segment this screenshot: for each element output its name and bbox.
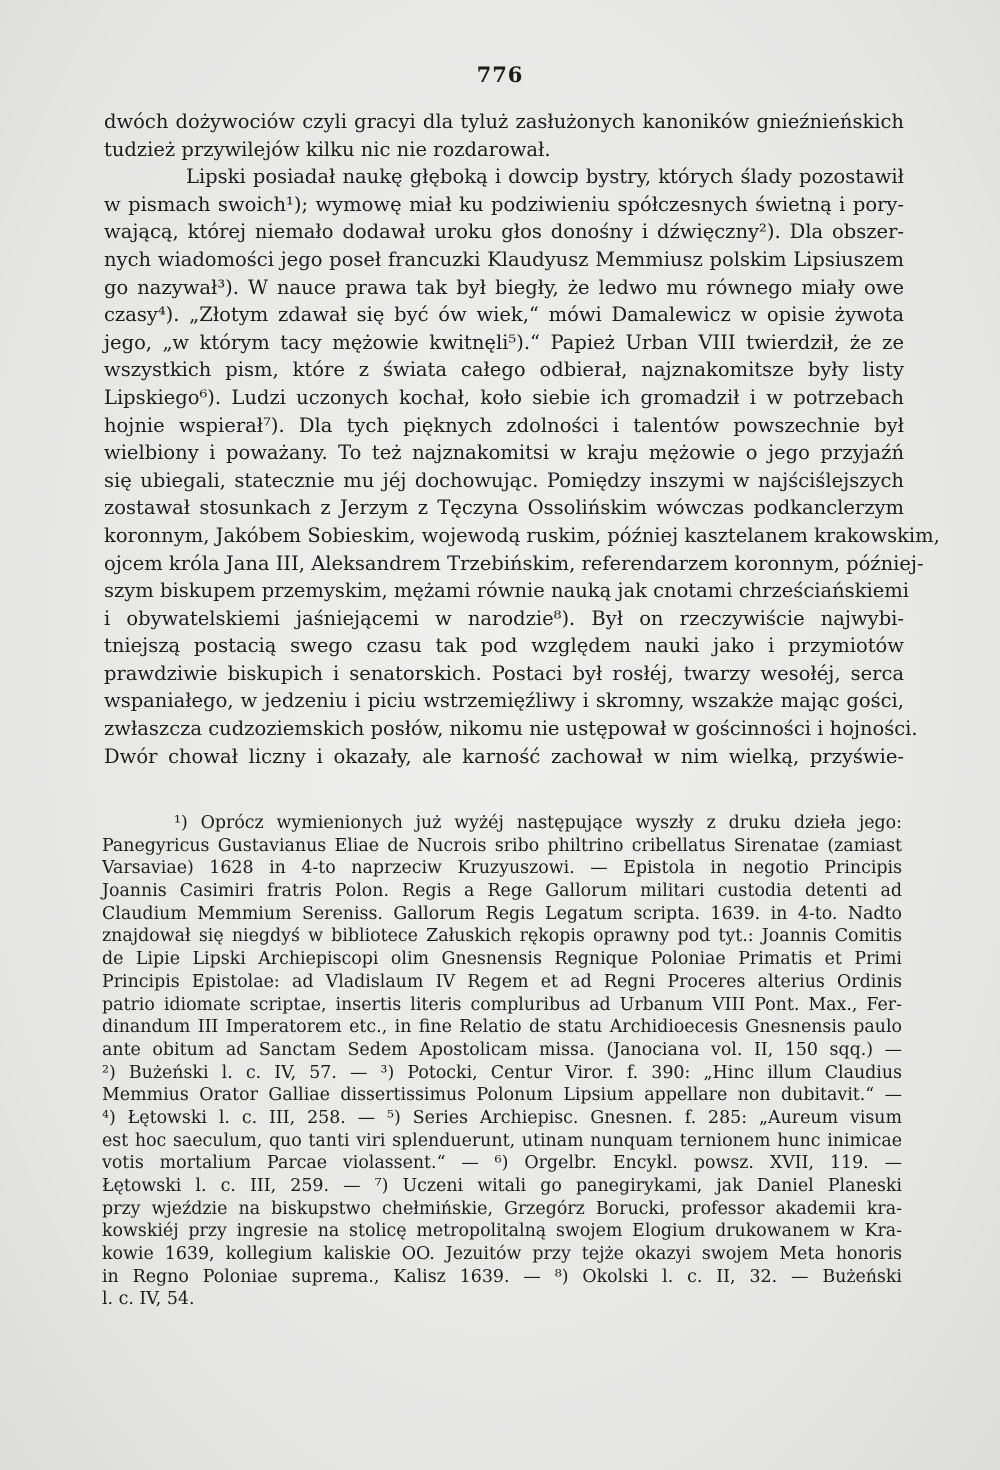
page-number: 776 <box>476 62 524 87</box>
body-line-8: czasy⁴). „Złotym zdawał się być ów wiek,“ mówi Damalewicz w opisie żywota <box>104 303 904 327</box>
footnote-line-18: przy wjeździe na biskupstwo chełmińskie, Grzegórz Borucki, professor akademii kra- <box>102 1198 902 1219</box>
body-line-22: wspaniałego, w jedzeniu i piciu wstrzemięźliwy i skromny, wszakże mając gości, <box>104 689 904 713</box>
body-line-20: tniejszą postacią swego czasu tak pod względem nauki jako i przymiotów <box>104 634 904 658</box>
footnote-line-22: l. c. IV, 54. <box>102 1289 195 1310</box>
footnote-line-2: Panegyricus Gustavianus Eliae de Nucrois sribo philtrino cribellatus Sirenatae (zamiast <box>102 835 902 856</box>
body-line-15: zostawał stosunkach z Jerzym z Tęczyna Ossolińskim wówczas podkanclerzym <box>104 496 904 520</box>
footnote-line-11: ante obitum ad Sanctam Sedem Apostolicam missa. (Janociana vol. II, 150 sqq.) — <box>102 1039 902 1060</box>
footnote-line-1: ¹) Oprócz wymienionych już wyżéj następujące wyszły z druku dzieła jego: <box>174 813 902 833</box>
main-text <box>104 108 940 770</box>
body-line-14: się ubiegali, statecznie mu jéj dochowując. Pomiędzy inszymi w najściślejszych <box>104 468 904 492</box>
body-line-6: nych wiadomości jego poseł francuzki Klaudyusz Memmiusz polskim Lipsiuszem <box>104 247 904 271</box>
footnote-line-10: dinandum III Imperatorem etc., in fine Relatio de statu Archidioecesis Gnesnensis paulo <box>102 1017 902 1038</box>
footnote-line-16: votis mortalium Parcae violassent.“ — ⁶) Orgelbr. Encykl. powsz. XVII, 119. — <box>102 1153 902 1174</box>
footnote-line-3: Varsaviae) 1628 in 4-to naprzeciw Kruzyuszowi. — Epistola in negotio Principis <box>102 858 902 879</box>
body-line-12: hojnie wspierał⁷). Dla tych pięknych zdolności i talentów powszechnie był <box>104 413 904 437</box>
footnotes <box>102 812 902 1311</box>
footnote-line-13: Memmius Orator Galliae dissertissimus Polonum Lipsium appellare non dubitavit.“ — <box>102 1085 902 1106</box>
footnote-line-14: ⁴) Łętowski l. c. III, 258. — ⁵) Series Archiepisc. Gnesnen. f. 285: „Aureum visum <box>102 1107 902 1128</box>
body-line-2: tudzież przywilejów kilku nic nie rozdarował. <box>104 137 551 161</box>
footnote-line-6: znajdował się niegdyś w bibliotece Załuskich rękopis oprawny pod tyt.: Joannis Comitis <box>102 926 902 947</box>
footnote-line-7: de Lipie Lipski Archiepiscopi olim Gnesnensis Regnique Poloniae Primatis et Primi <box>102 949 902 970</box>
body-line-1: dwóch dożywociów czyli gracyi dla tyluż zasłużonych kanoników gnieźnieńskich <box>104 110 904 133</box>
body-line-3: Lipski posiadał naukę głęboką i dowcip bystry, których ślady pozostawił <box>186 165 904 189</box>
footnote-line-8: Principis Epistolae: ad Vladislaum IV Regem et ad Regni Proceres alterius Ordinis <box>102 971 902 992</box>
footnote-line-15: est hoc saeculum, quo tanti viri splenduerunt, utinam nunquam ternionem hunc inimicae <box>102 1130 902 1151</box>
body-line-10: wszystkich pism, które z świata całego odbierał, najznakomitsze były listy <box>104 358 904 382</box>
footnote-line-5: Claudium Memmium Sereniss. Gallorum Regis Legatum scripta. 1639. in 4-to. Nadto <box>102 903 902 924</box>
body-line-9: jego, „w którym tacy mężowie kwitnęli⁵).“ Papież Urban VIII twierdził, że ze <box>104 330 904 354</box>
footnote-line-9: patrio idiomate scriptae, insertis literis compluribus ad Urbanum VIII Pont. Max., Fer- <box>102 994 902 1015</box>
body-line-24: Dwór chował liczny i okazały, ale karność zachował w nim wielką, przyświe- <box>104 744 904 768</box>
body-line-11: Lipskiego⁶). Ludzi uczonych kochał, koło siebie ich gromadził i w potrzebach <box>104 385 904 409</box>
body-line-16: koronnym, Jakóbem Sobieskim, wojewodą ruskim, później kasztelanem krakowskim, <box>104 523 940 547</box>
footnote-line-19: kowskiéj przy ingresie na stolicę metropolitalną swojem Elogium drukowanem w Kra- <box>102 1221 902 1242</box>
body-line-5: wającą, której niemało dodawał uroku głos donośny i dźwięczny²). Dla obszer- <box>104 220 904 244</box>
body-line-17: ojcem króla Jana III, Aleksandrem Trzebińskim, referendarzem koronnym, później- <box>104 551 924 575</box>
footnote-line-20: kowie 1639, kollegium kaliskie OO. Jezuitów przy tejże okazyi swojem Meta honoris <box>102 1244 902 1265</box>
body-line-23: zwłaszcza cudzoziemskich posłów, nikomu nie ustępował w gościnności i hojności. <box>104 717 918 741</box>
body-line-18: szym biskupem przemyskim, mężami równie nauką jak cnotami chrześciańskiemi <box>104 579 909 603</box>
body-line-19: i obywatelskiemi jaśniejącemi w narodzie⁸). Był on rzeczywiście najwybi- <box>104 606 904 630</box>
body-line-7: go nazywał³). W nauce prawa tak był biegły, że ledwo mu równego miały owe <box>104 275 904 299</box>
body-line-13: wielbiony i poważany. To też najznakomitsi w kraju mężowie o jego przyjaźń <box>104 441 904 465</box>
footnote-line-12: ²) Bużeński l. c. IV, 57. — ³) Potocki, Centur Viror. f. 390: „Hinc illum Claudius <box>102 1062 902 1083</box>
footnote-line-17: Łętowski l. c. III, 259. — ⁷) Uczeni witali go panegirykami, jak Daniel Planeski <box>102 1176 902 1196</box>
body-line-4: w pismach swoich¹); wymowę miał ku podziwieniu spółczesnych świetną i pory- <box>104 192 904 216</box>
body-line-21: prawdziwie biskupich i senatorskich. Postaci był rosłéj, twarzy wesołéj, serca <box>104 661 904 685</box>
footnote-line-21: in Regno Poloniae suprema., Kalisz 1639. — ⁸) Okolski l. c. II, 32. — Bużeński <box>102 1266 902 1287</box>
footnote-line-4: Joannis Casimiri fratris Polon. Regis a Rege Gallorum militari custodia detenti ad <box>102 881 902 902</box>
